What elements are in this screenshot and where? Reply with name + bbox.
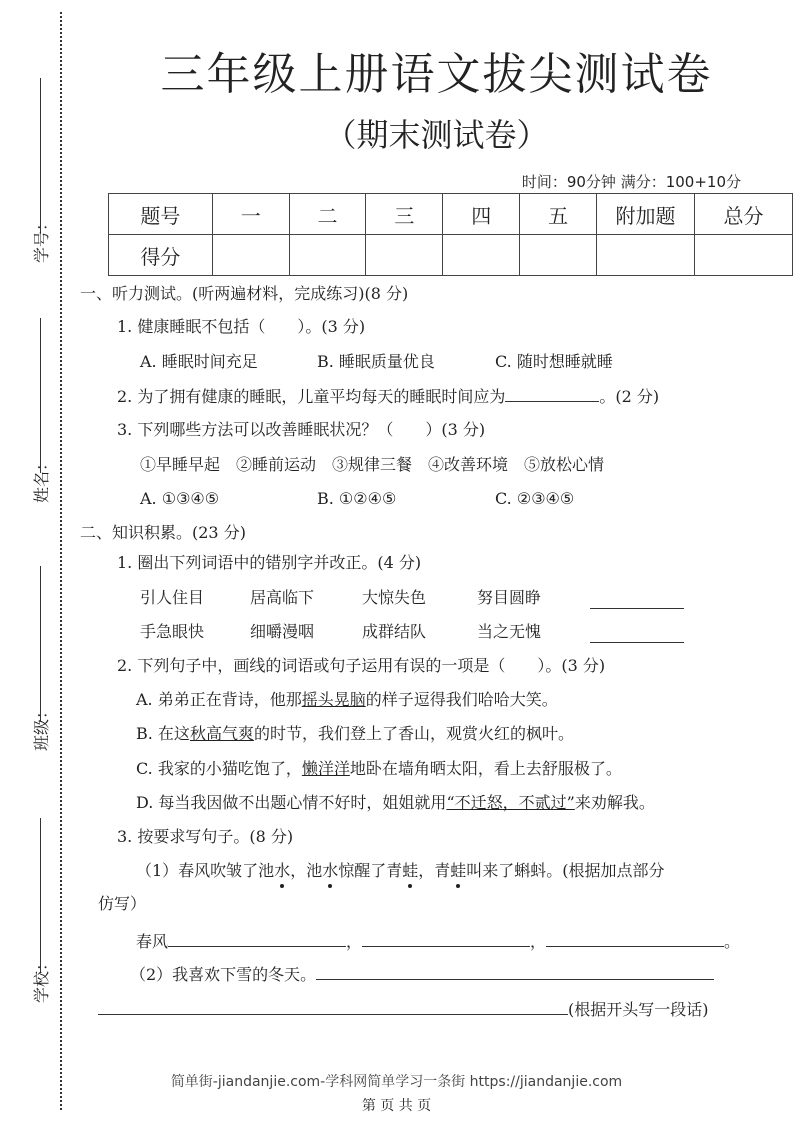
s1-q1-option-b[interactable]: B. 睡眠质量优良 [317,352,435,371]
s1-q3-option-c[interactable]: C. ②③④⑤ [495,489,575,508]
s2-q2-option-b[interactable] [136,723,574,745]
s1-q1-option-c[interactable]: C. 随时想睡就睡 [495,352,613,371]
score-input-cell[interactable] [596,235,694,276]
s2-word[interactable]: 手急眼快 [140,622,205,641]
s1-q1-option-a[interactable]: A. 睡眠时间充足 [140,352,258,371]
s2-q3-2-answer-line [98,998,709,1021]
dotted-char: 蛙 [450,861,467,880]
answer-blank[interactable] [316,963,714,980]
underlined-phrase: 懒洋洋 [301,759,350,778]
section1-heading: 一、听力测试。(听两遍材料，完成练习)(8 分) [80,284,409,303]
dotted-char: 水 [274,861,291,880]
score-input-cell[interactable] [366,235,443,276]
s2-q3-1-answer-line [136,930,740,953]
s1-q2-score: 。(2 分) [599,387,660,406]
s2-question-2: 2. 下列句子中，画线的词语或句子运用有误的一项是（ ）。(3 分) [117,656,606,675]
score-cell: 五 [520,194,597,235]
s2-word[interactable]: 居高临下 [250,588,315,607]
option-text: B. 在这 [136,724,190,743]
s2-question-3: 3. 按要求写句子。(8 分) [117,827,294,846]
underlined-phrase: 秋高气爽 [189,724,254,743]
score-table [108,193,793,276]
option-text: 的时节，我们登上了香山，观赏火红的枫叶。 [253,724,574,743]
score-cell: 附加题 [596,194,694,235]
score-table-score-row [109,235,793,276]
s1-question-2 [117,385,659,408]
punctuation: ， [530,932,547,951]
option-text: 的样子逗得我们哈哈大笑。 [365,690,558,709]
s2-q3-1-prompt [136,860,665,882]
score-cell: 四 [443,194,520,235]
s2-word[interactable]: 努目圆睁 [477,588,542,607]
prompt-text: ，青 [418,861,451,880]
answer-start-word: 春风 [136,932,169,951]
s2-word[interactable]: 引人住目 [140,588,205,607]
s2-q3-1-prompt-cont: 仿写） [98,894,147,913]
answer-blank[interactable] [168,930,346,947]
s2-q3-2-prompt [130,963,714,986]
binding-dashed-line [60,12,62,1110]
class-label: 班级： [32,702,51,751]
score-input-cell[interactable] [443,235,520,276]
s1-q2-text: 2. 为了拥有健康的睡眠，儿童平均每天的睡眠时间应为 [117,387,506,406]
answer-blank[interactable] [546,930,724,947]
dotted-char: 蛙 [402,861,419,880]
prompt-text: 惊醒了青 [338,861,403,880]
footer-site: 简单街-jiandanjie.com-学科网简单学习一条街 https://jiandanjie.com [170,1074,623,1090]
s2-q1-correction-blank[interactable] [590,592,684,609]
class-field[interactable] [14,566,51,796]
option-text: 地卧在墙角晒太阳，看上去舒服极了。 [349,759,622,778]
s1-q3-methods: ①早睡早起 ②睡前运动 ③规律三餐 ④改善环境 ⑤放松心情 [140,455,605,474]
score-cell: 三 [366,194,443,235]
answer-blank[interactable] [98,998,568,1015]
student-no-label: 学号： [32,214,51,263]
school-label: 学校： [32,954,51,1003]
option-text: D. 每当我因做不出题心情不好时，姐姐就用 [136,793,447,812]
score-table-header-row [109,194,793,235]
s2-q2-option-d[interactable] [136,792,655,814]
s1-question-1: 1. 健康睡眠不包括（ ）。(3 分) [117,317,366,336]
s2-q2-option-a[interactable] [136,689,558,711]
school-field[interactable] [14,818,51,1048]
dotted-char: 水 [322,861,339,880]
score-input-cell[interactable] [520,235,597,276]
prompt-text: 叫来了蝌蚪。(根据加点部分 [466,861,665,880]
s2-word[interactable]: 当之无愧 [477,622,542,641]
page-title: 三年级上册语文拔尖测试卷 [160,49,713,100]
s2-word[interactable]: 细嚼漫咽 [250,622,315,641]
underlined-phrase: 摇头晃脑 [301,690,366,709]
score-input-cell[interactable] [289,235,366,276]
footer-page-number: 第 页 共 页 [361,1098,432,1114]
prompt-text: ，池 [290,861,323,880]
s2-word[interactable]: 成群结队 [362,622,427,641]
option-text: C. 我家的小猫吃饱了， [136,759,302,778]
time-score-info: 时间：90分钟 满分：100+10分 [521,173,741,191]
instruction-note: (根据开头写一段话) [568,1000,709,1019]
score-cell: 二 [289,194,366,235]
option-text: 来劝解我。 [574,793,655,812]
score-input-cell[interactable] [212,235,289,276]
prompt-text: （2）我喜欢下雪的冬天。 [130,965,317,984]
punctuation: 。 [724,932,741,951]
s1-q2-answer-blank[interactable] [505,385,599,402]
score-cell: 题号 [109,194,213,235]
punctuation: ， [346,932,363,951]
s2-q1-correction-blank[interactable] [590,626,684,643]
score-cell: 一 [212,194,289,235]
prompt-text: （1）春风吹皱了池 [136,861,275,880]
score-cell: 得分 [109,235,213,276]
section2-heading: 二、知识积累。(23 分) [80,523,246,542]
s1-question-3: 3. 下列哪些方法可以改善睡眠状况？（ ）(3 分) [117,420,486,439]
s1-q3-option-b[interactable]: B. ①②④⑤ [317,489,397,508]
option-text: A. 弟弟正在背诗，他那 [136,690,302,709]
underlined-phrase: “不迁怒，不贰过” [446,793,575,812]
score-input-cell[interactable] [694,235,792,276]
name-label: 姓名： [32,454,51,503]
answer-blank[interactable] [362,930,530,947]
s2-q2-option-c[interactable] [136,758,622,780]
s2-word[interactable]: 大惊失色 [362,588,427,607]
s2-question-1: 1. 圈出下列词语中的错别字并改正。(4 分) [117,553,422,572]
page-subtitle: （期末测试卷） [324,116,549,154]
s1-q3-option-a[interactable]: A. ①③④⑤ [140,489,220,508]
name-field[interactable] [14,318,51,548]
score-cell: 总分 [694,194,792,235]
